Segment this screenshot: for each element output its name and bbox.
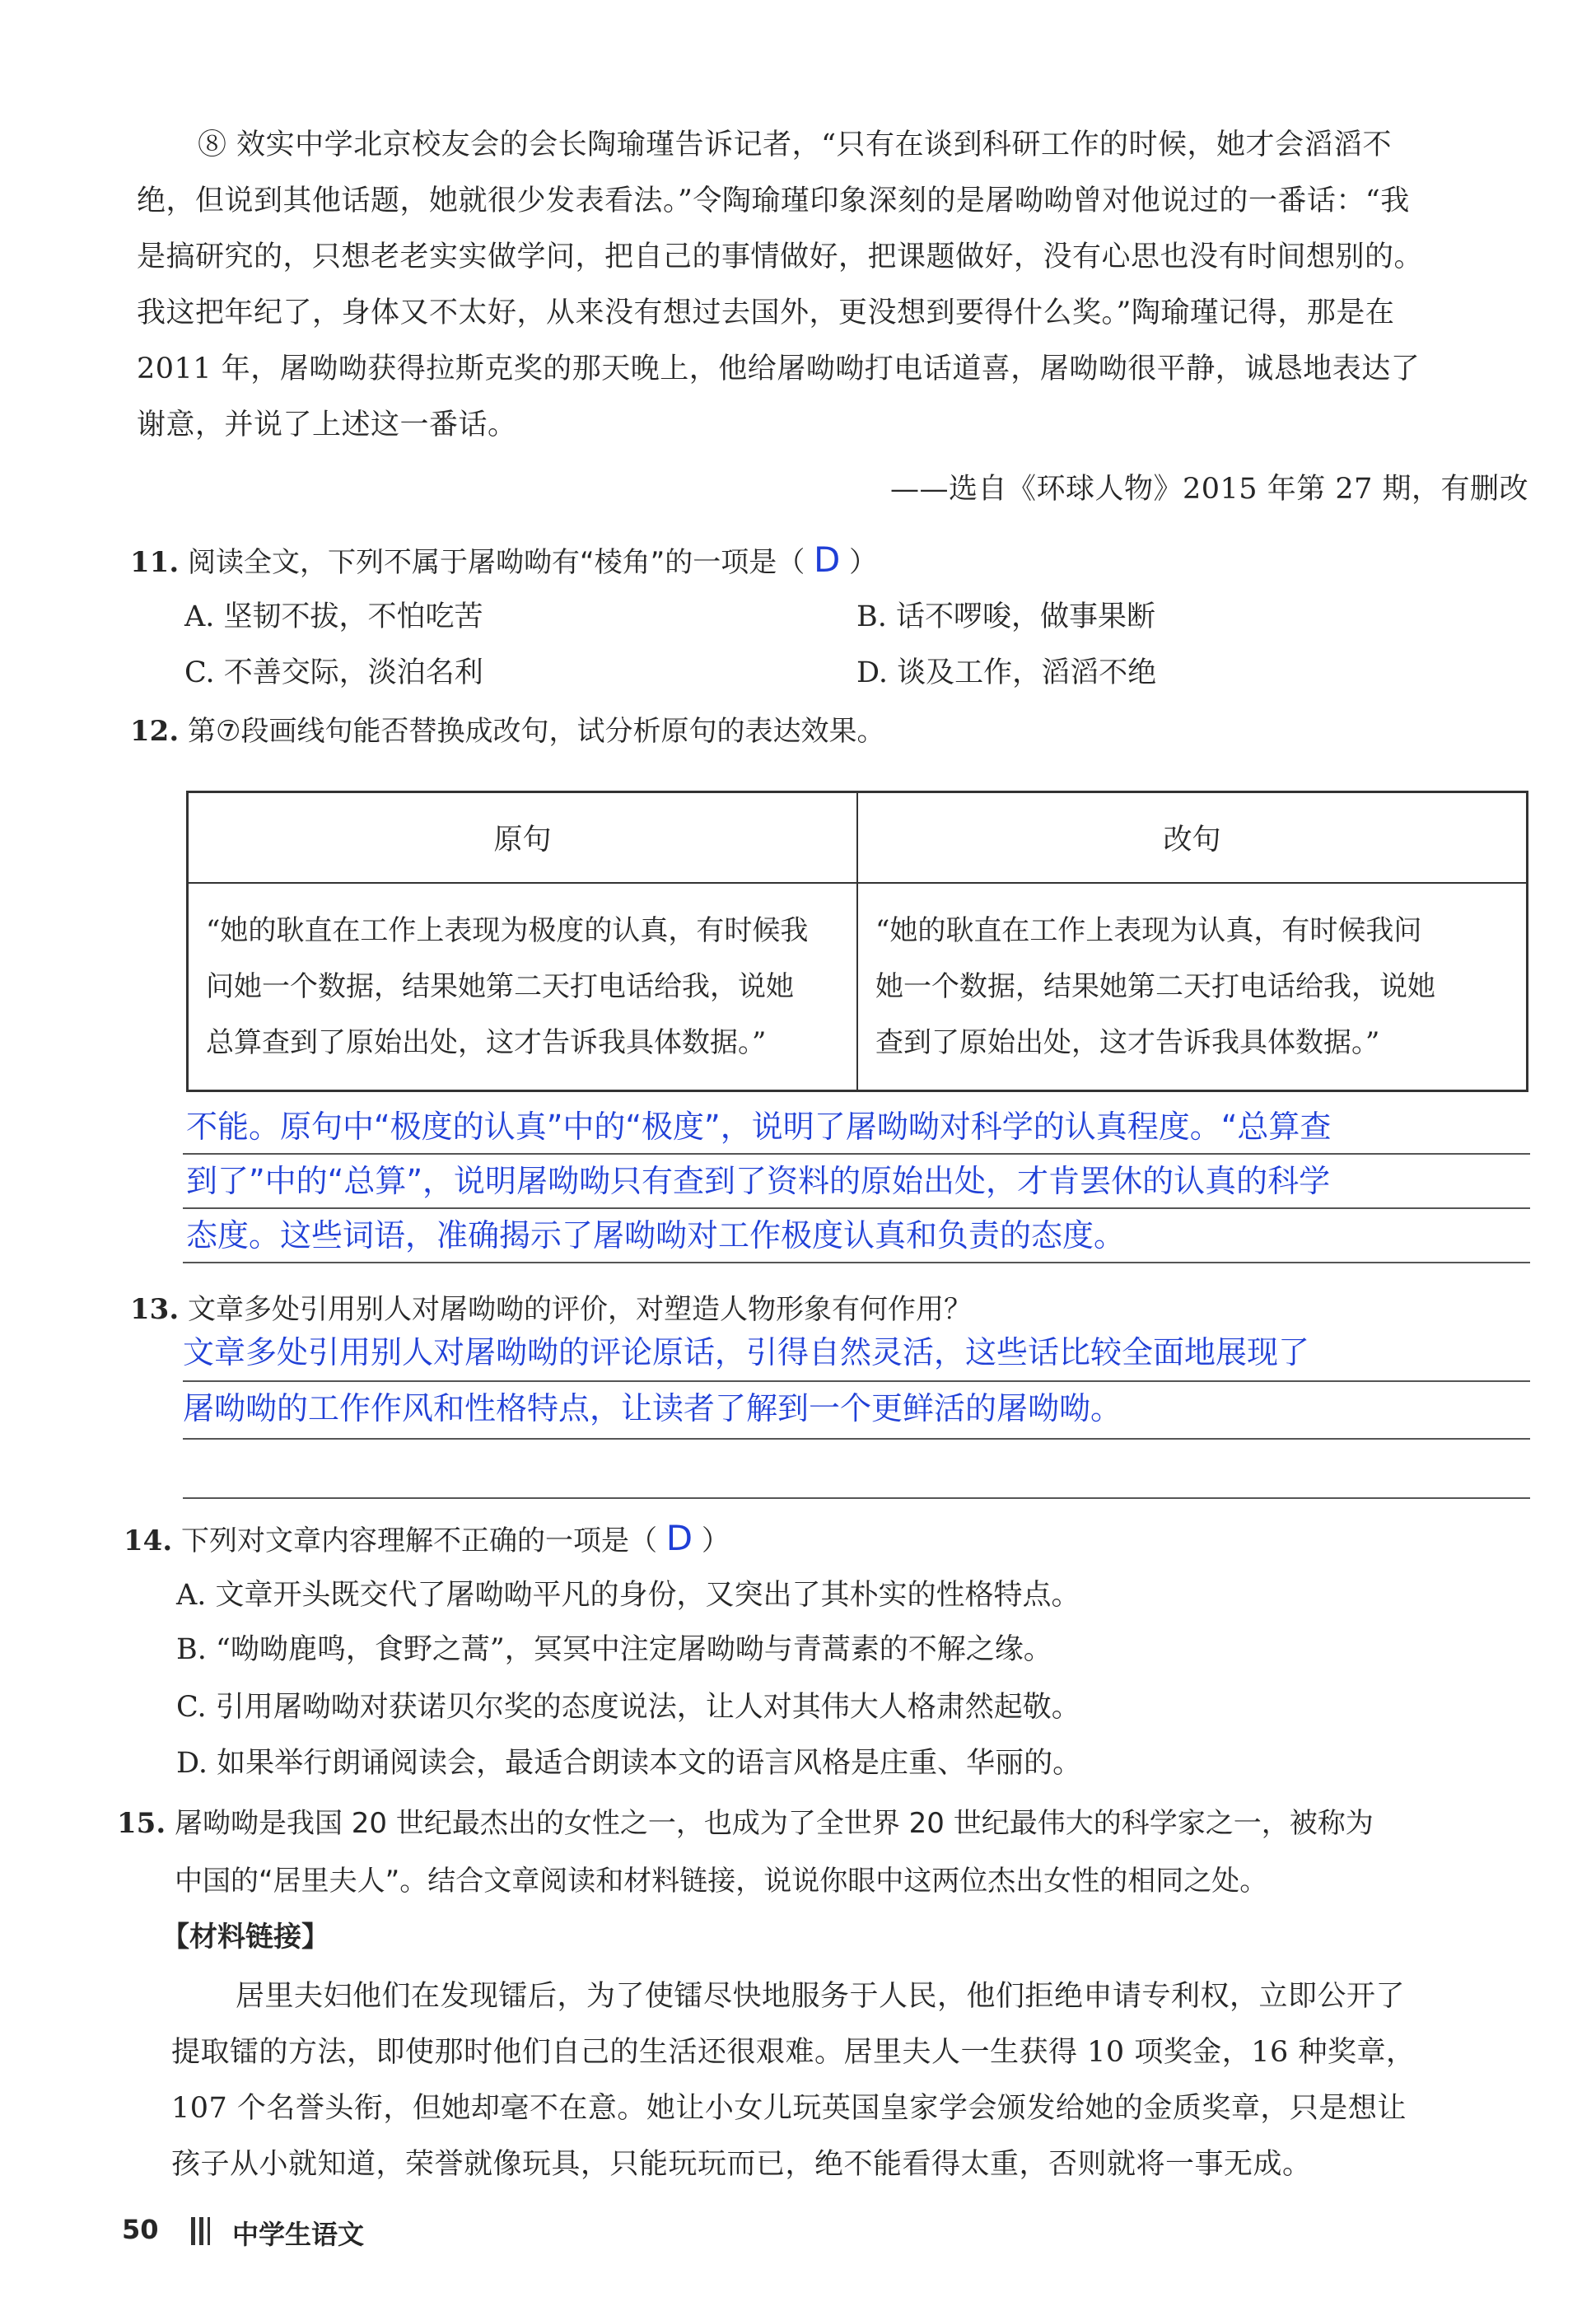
q12-answer-line-1: 不能。原句中“极度的认真”中的“极度”，说明了屠呦呦对科学的认真程度。“总算查 — [186, 1109, 1332, 1145]
question-15-number: 15. — [117, 1807, 166, 1840]
table-header-revised: 改句 — [857, 792, 1528, 884]
q14-option-c: C. 引用屠呦呦对获诺贝尔奖的态度说法，让人对其伟大人格肃然起敬。 — [176, 1691, 1080, 1724]
q12-answer-line-3: 态度。这些词语，准确揭示了屠呦呦对工作极度认真和负责的态度。 — [186, 1217, 1126, 1254]
para8-line-5: 2011 年，屠呦呦获得拉斯克奖的那天晚上，他给屠呦呦打电话道喜，屠呦呦很平静，诚恳地表达了 — [137, 352, 1421, 385]
revised-line-2: 她一个数据，结果她第二天打电话给我，说她 — [875, 970, 1435, 1003]
original-line-1: “她的耿直在工作上表现为极度的认真，有时候我 — [206, 914, 809, 947]
para8-line-2: 绝，但说到其他话题，她就很少发表看法。”令陶瑜瑾印象深刻的是屠呦呦曾对他说过的一番话：“我 — [137, 184, 1410, 217]
answer-rule — [183, 1438, 1530, 1440]
para8-line-4: 我这把年纪了，身体又不太好，从来没有想过去国外，更没想到要得什么奖。”陶瑜瑾记得，那是在 — [137, 296, 1395, 329]
question-12-number: 12. — [130, 715, 180, 748]
answer-rule — [183, 1262, 1530, 1263]
material-line-1: 居里夫妇他们在发现镭后，为了使镭尽快地服务于人民，他们拒绝申请专利权，立即公开了 — [236, 1980, 1406, 2013]
question-14-close: ） — [701, 1524, 730, 1557]
material-line-4: 孩子从小就知道，荣誉就像玩具，只能玩玩而已，绝不能看得太重，否则就将一事无成。 — [171, 2148, 1312, 2181]
footer-bar-mark — [199, 2217, 203, 2245]
question-11 — [130, 535, 877, 587]
question-13-stem: 文章多处引用别人对屠呦呦的评价，对塑造人物形象有何作用？ — [187, 1293, 972, 1326]
q11-option-a: A. 坚韧不拔，不怕吃苦 — [184, 600, 483, 633]
material-link-title: 【材料链接】 — [161, 1921, 329, 1954]
footer-bar-mark — [208, 2217, 210, 2245]
question-11-stem: 阅读全文，下列不属于屠呦呦有“棱角”的一项是（ — [187, 546, 805, 579]
material-line-3: 107 个名誉头衔，但她却毫不在意。她让小女儿玩英国皇家学会颁发给她的金质奖章，只是想让 — [171, 2092, 1407, 2125]
revised-line-3: 查到了原始出处，这才告诉我具体数据。” — [875, 1026, 1380, 1059]
publication-name: 中学生语文 — [232, 2219, 365, 2250]
table-header-original: 原句 — [188, 792, 858, 884]
q13-answer-line-2: 屠呦呦的工作作风和性格特点，让读者了解到一个更鲜活的屠呦呦。 — [183, 1390, 1122, 1426]
q13-answer-line-1: 文章多处引用别人对屠呦呦的评论原话，引得自然灵活，这些话比较全面地展现了 — [183, 1334, 1310, 1370]
question-12 — [130, 707, 884, 756]
question-11-number: 11. — [130, 546, 180, 579]
question-14-number: 14. — [124, 1524, 173, 1557]
q11-option-c: C. 不善交际，淡泊名利 — [184, 656, 483, 689]
question-14-answer: D — [665, 1518, 693, 1558]
q12-answer-line-2: 到了”中的“总算”，说明屠呦呦只有查到了资料的原始出处，才肯罢休的认真的科学 — [186, 1163, 1331, 1199]
answer-rule — [183, 1497, 1530, 1499]
question-15-stem-line-2: 中国的“居里夫人”。结合文章阅读和材料链接，说说你眼中这两位杰出女性的相同之处。 — [175, 1865, 1268, 1898]
question-11-answer: D — [814, 539, 841, 580]
page-number: 50 — [122, 2214, 159, 2245]
q11-option-b: B. 话不啰唆，做事果断 — [856, 600, 1155, 633]
material-line-2: 提取镭的方法，即使那时他们自己的生活还很艰难。居里夫人一生获得 10 项奖金，16 种奖章， — [171, 2036, 1416, 2069]
original-sentence-cell — [188, 883, 858, 1091]
comparison-table — [186, 791, 1528, 1092]
footer-bar-mark — [191, 2217, 195, 2245]
q14-option-d: D. 如果举行朗诵阅读会，最适合朗读本文的语言风格是庄重、华丽的。 — [176, 1747, 1082, 1780]
q11-option-d: D. 谈及工作，滔滔不绝 — [856, 656, 1157, 689]
question-14 — [124, 1514, 730, 1566]
question-12-stem: 第⑦段画线句能否替换成改句，试分析原句的表达效果。 — [187, 715, 885, 748]
original-line-3: 总算查到了原始出处，这才告诉我具体数据。” — [206, 1026, 767, 1059]
question-14-stem: 下列对文章内容理解不正确的一项是（ — [180, 1524, 657, 1557]
revised-sentence-cell — [857, 883, 1528, 1091]
source-citation: ——选自《环球人物》2015 年第 27 期，有删改 — [890, 473, 1528, 506]
para8-line-3: 是搞研究的，只想老老实实做学问，把自己的事情做好，把课题做好，没有心思也没有时间想别的。 — [137, 240, 1424, 273]
question-11-close: ） — [849, 546, 878, 579]
q14-option-a: A. 文章开头既交代了屠呦呦平凡的身份，又突出了其朴实的性格特点。 — [176, 1579, 1080, 1612]
para8-line-1: ⑧ 效实中学北京校友会的会长陶瑜瑾告诉记者，“只有在谈到科研工作的时候，她才会滔滔不 — [198, 128, 1393, 161]
revised-line-1: “她的耿直在工作上表现为认真，有时候我问 — [875, 914, 1422, 947]
question-13-number: 13. — [130, 1293, 180, 1326]
para8-line-6: 谢意，并说了上述这一番话。 — [137, 409, 517, 441]
question-15 — [117, 1799, 1374, 1848]
question-15-stem-line-1: 屠呦呦是我国 20 世纪最杰出的女性之一，也成为了全世界 20 世纪最伟大的科学家之一，被称为 — [174, 1807, 1374, 1840]
q14-option-b: B. “呦呦鹿鸣，食野之蒿”，冥冥中注定屠呦呦与青蒿素的不解之缘。 — [176, 1633, 1052, 1666]
original-line-2: 问她一个数据，结果她第二天打电话给我，说她 — [206, 970, 794, 1003]
